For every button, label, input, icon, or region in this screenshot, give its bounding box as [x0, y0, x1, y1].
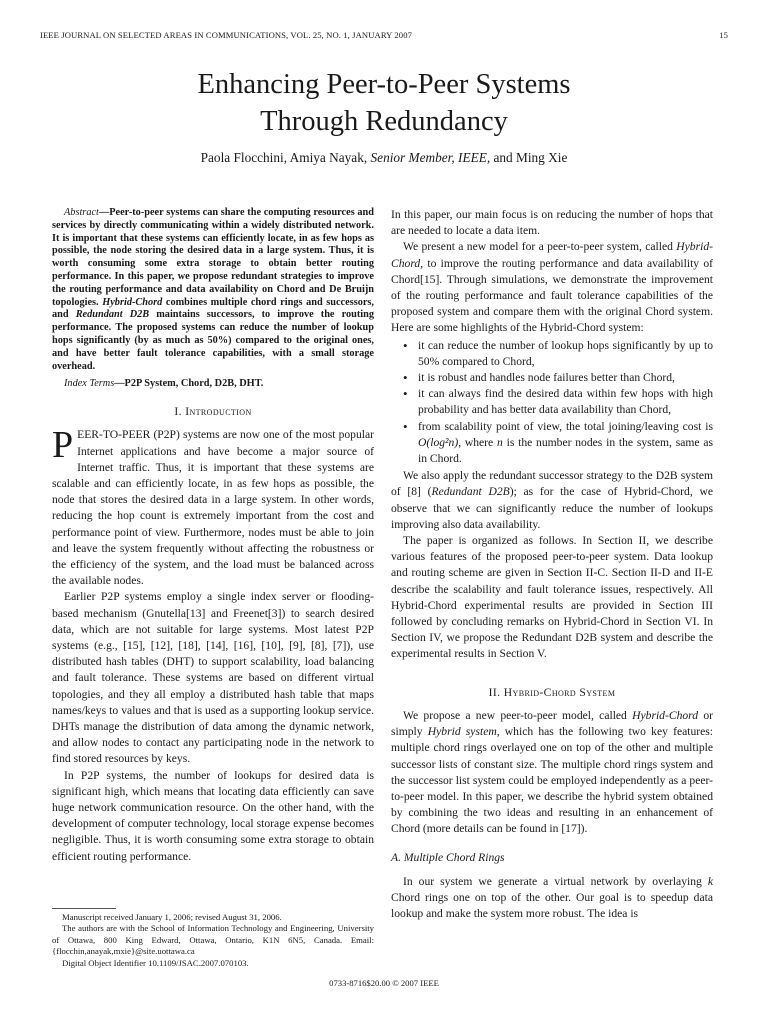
author-names: Paola Flocchini, Amiya Nayak, [200, 150, 368, 165]
p5-text-c: , which has the following two key features: multiple chord rings overlayed one on top of the other and multiple successor lists of constant size. The multiple chord rings system and the successor list system could be employed independently as a peer-to-peer model. In this paper, we describe the hybrid system obtained by combining the two ideas and resulting in an enhancement of Chord (more details can be found in [17]). [391, 725, 714, 836]
right-paragraph-2 [391, 239, 713, 336]
p5-system: Hybrid system [427, 725, 497, 739]
right-paragraph-4: The paper is organized as follows. In Section II, we describe various features of the proposed peer-to-peer system. Data lookup and routing scheme are given in Section II-C. Section II-D and II-E describe the scalability and fault tolerance issues, respectively. All Hybrid-Chord experimental results are provided in Section III followed by concluding remarks on Hybrid-Chord in Section VI. In Section IV, we propose the Redundant D2B system and describe the experimental results in Section V. [391, 534, 713, 661]
p2-hybrid: Hybrid-Chord [391, 240, 713, 270]
intro-paragraph-1 [52, 424, 374, 589]
abstract-label: Abstract [64, 207, 99, 218]
bullet4-n: n [497, 435, 503, 449]
section-heading-introduction: I. Introduction [174, 405, 252, 419]
right-paragraph-6 [391, 874, 713, 923]
copyright-footer: 0733-8716$20.00 © 2007 IEEE [329, 978, 439, 988]
paper-title [0, 66, 768, 140]
intro-paragraph-3: In P2P systems, the number of lookups for desired data is significant high, which means that locating data efficiently can save huge network communication resource. On the other hand, with the development of computer technology, local storage expense becomes negligible. Thus, it is worth consuming some extra storage to obtain efficient routing performance. [52, 768, 374, 863]
bullet4-text-a: from scalability point of view, the total joining/leaving cost is [418, 419, 713, 433]
journal-name: IEEE JOURNAL ON SELECTED AREAS IN COMMUNICATIONS, VOL. 25, NO. 1, JANUARY 2007 [40, 30, 412, 40]
footnotes [52, 908, 374, 969]
page-number: 15 [719, 30, 728, 40]
author-list [0, 150, 768, 166]
list-item [391, 419, 713, 468]
intro-text-1: EER-TO-PEER (P2P) systems are now one of the most popular Internet applications and have become a major source of Internet traffic. Thus, it is important that these systems are scalable and can efficiently locate, in as few hops as possible, the node that stores the desired data in a large system. In other words, reducing the hop count is extremely important from the cost and performance point of view. Furthermore, nodes must be able to join and leave the system frequently without affecting the robustness or the efficiency of the system, and the load must be balanced across the available nodes. [52, 428, 374, 588]
bullet4-text-b: , where [458, 435, 494, 449]
p3-text-a: We also apply the redundant successor strategy to the D2B system of [8] ( [391, 469, 713, 499]
p2-text-a: We present a new model for a peer-to-peer system, called [403, 240, 673, 254]
p5-text-b: or simply [391, 708, 713, 739]
list-item: • it can reduce the number of lookup hops significantly by up to 50% compared to Chord, [391, 338, 713, 370]
abstract-text-3: maintains successors, to improve the routing performance. The proposed systems can reduce the number of lookup hops significantly (by as much as 50%) compared to the original ones, and have better fault tolerance capabilities, with a small storage overhead. [52, 309, 374, 372]
right-column [391, 207, 713, 922]
abstract-dash: — [98, 207, 110, 218]
p6-text-a: In our system we generate a virtual network by overlaying [403, 874, 702, 888]
abstract [52, 207, 374, 373]
p6-text-b: Chord rings one on top of the other. Our goal is to speedup data lookup and make the system more robust. The idea is [391, 890, 713, 921]
footnote-manuscript: Manuscript received January 1, 2006; revised August 31, 2006. [62, 912, 282, 922]
p5-text-a: We propose a new peer-to-peer model, called [403, 708, 627, 722]
footnote-doi: Digital Object Identifier 10.1109/JSAC.2007.070103. [62, 957, 249, 968]
p6-k: k [707, 874, 713, 888]
subsection-heading-multiple-chord-rings: A. Multiple Chord Rings [391, 850, 505, 864]
abstract-hybrid: Hybrid-Chord [102, 296, 163, 308]
p2-text-b: , to improve the routing performance and data availability of Chord[15]. Through simulations, we demonstrate the improvement of the routing performance and fault tolerance capabilities of the proposed system and compare them with the original Chord system. Here are some highlights of the Hybrid-Chord system: [391, 256, 713, 335]
footnote-rule [52, 908, 116, 909]
right-paragraph-5 [391, 708, 713, 838]
index-terms-dash: — [114, 378, 125, 390]
list-item: • it can always find the desired data within few hops with high probability and has better data availability than Chord, [391, 386, 713, 418]
bullet4-text-c: is the number nodes in the system, same as in Chord. [418, 435, 713, 466]
intro-paragraph-2: Earlier P2P systems employ a single index server or flooding-based mechanism (Gnutella[13] and Freenet[3]) to search desired data, which are not suitable for large systems. Most latest P2P systems (e.g., [15], [12], [18], [14], [16], [10], [9], [8], [7]), use distributed hash tables (DHT) to support scalability, load balancing and fault tolerance. These systems are based on different virtual topologies, and they all employ a distributed hash table that maps names/keys to values and that is used as a supporting lookup service. DHTs manage the distribution of data among the dynamic network, and allow nodes to contact any participating node in the network to find stored resources by keys. [52, 590, 374, 766]
running-head [40, 30, 728, 40]
author-membership: Senior Member, IEEE, [370, 150, 491, 165]
abstract-text-2: combines multiple chord rings and successors, and [52, 296, 375, 321]
footnote-affiliation: The authors are with the School of Information Technology and Engineering, University of Ottawa, 800 King Edward, Ottawa, Ontario, K1N 6N5, Canada. Email: {flocchin,anayak,mxie}@site.uottawa.ca [52, 923, 374, 957]
right-paragraph-3 [391, 468, 713, 533]
index-terms [52, 378, 374, 391]
drop-cap: P [52, 424, 74, 467]
p3-redundant: Redundant D2B [431, 485, 510, 499]
left-column [52, 207, 374, 865]
abstract-text-1: Peer-to-peer systems can share the computing resources and services by directly communicating within a widely distributed network. It is important that these systems can efficiently locate, in as few hops as possible, the node storing the desired data in a large system. Thus, it is worth consuming some extra storage to obtain better routing performance. In this paper, we propose redundant strategies to improve the routing performance and data availability on Chord and De Bruijn topologies. [52, 207, 374, 308]
list-item: • it is robust and handles node failures better than Chord, [391, 370, 713, 386]
index-terms-text: P2P System, Chord, D2B, DHT. [124, 378, 264, 390]
p5-hybrid: Hybrid-Chord [632, 708, 699, 722]
p3-text-b: ); as for the case of Hybrid-Chord, we observe that we can significantly reduce the number of lookups improving also data availability. [391, 485, 713, 531]
section-heading-hybrid-chord: II. Hybrid-Chord System [488, 685, 616, 699]
index-terms-label: Index Terms [64, 378, 115, 390]
right-paragraph-1: In this paper, our main focus is on reducing the number of hops that are needed to locate a data item. [391, 208, 713, 238]
bullet4-math: O(log²n) [418, 435, 459, 449]
author-last: and Ming Xie [493, 150, 568, 165]
abstract-redundant: Redundant D2B [75, 309, 150, 321]
title-line-1: Enhancing Peer-to-Peer Systems [197, 69, 571, 100]
title-line-2: Through Redundancy [260, 106, 508, 137]
highlights-list [391, 338, 713, 468]
